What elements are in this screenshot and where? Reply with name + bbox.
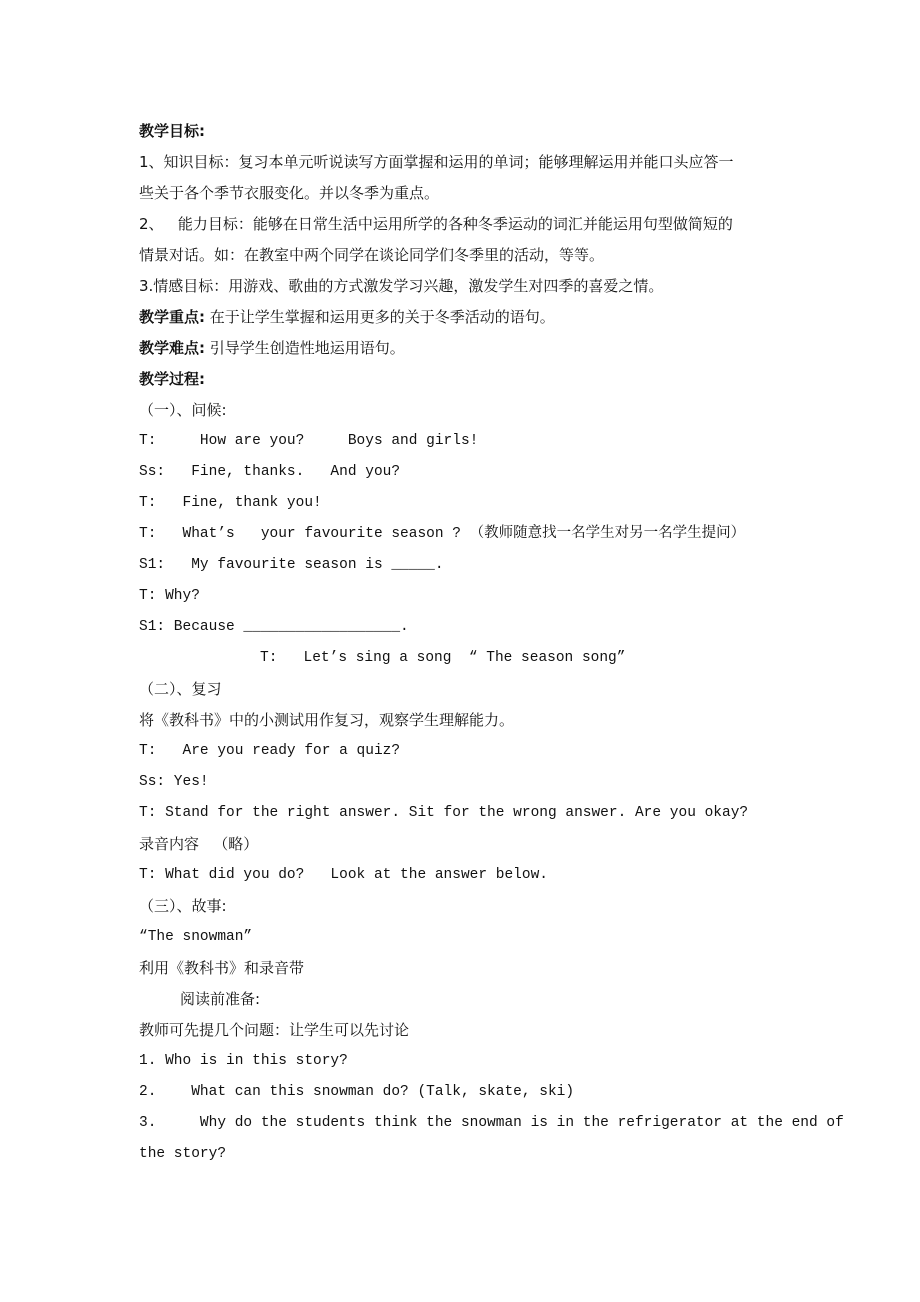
pre-reading: 阅读前准备: — [180, 990, 261, 1008]
difficulty-label: 教学难点: — [139, 339, 205, 357]
goal-2-line-1: 2、 能力目标：能够在日常生活中运用所学的各种冬季运动的词汇并能运用句型做简短的 — [139, 215, 733, 233]
question: 1. Who is in this story? — [139, 1053, 348, 1069]
difficulty — [139, 337, 789, 368]
section-1-title: （一）、问候: — [139, 401, 227, 419]
question: the story? — [139, 1146, 227, 1162]
materials: 利用《教科书》和录音带 — [139, 959, 305, 977]
goal-3: 3.情感目标：用游戏、歌曲的方式激发学习兴趣，激发学生对四季的喜爱之情。 — [139, 277, 664, 295]
question: 3. Why do the students think the snowman is in the refrigerator at the end of — [139, 1115, 844, 1131]
dialogue-line: S1: Because __________________. — [139, 619, 409, 635]
question: 2. What can this snowman do? (Talk, skate, ski) — [139, 1084, 575, 1100]
dialogue-line: T: What’s your favourite season ? （教师随意找一名学生对另一名学生提问） — [139, 526, 746, 542]
dialogue-line: T: What did you do? Look at the answer below. — [139, 867, 548, 883]
story-title: “The snowman” — [139, 929, 253, 945]
teacher-note: 教师可先提几个问题：让学生可以先讨论 — [139, 1021, 410, 1039]
document-page — [139, 120, 844, 1174]
dialogue-line: T: Are you ready for a quiz? — [139, 743, 401, 759]
goals-heading: 教学目标: — [139, 122, 205, 140]
goal-1-line-2: 些关于各个季节衣服变化。并以冬季为重点。 — [139, 184, 440, 202]
dialogue-line: T: Stand for the right answer. Sit for the wrong answer. Are you okay? — [139, 805, 749, 821]
key-point — [139, 306, 789, 337]
dialogue-line: T: Fine, thank you! — [139, 495, 322, 511]
goal-1-line-1: 1、知识目标：复习本单元听说读写方面掌握和运用的单词；能够理解运用并能口头应答一 — [139, 153, 734, 171]
key-point-text: 在于让学生掌握和运用更多的关于冬季活动的语句。 — [205, 308, 555, 326]
dialogue-line: 录音内容 （略） — [139, 835, 259, 853]
goal-2-line-2: 情景对话。如：在教室中两个同学在谈论同学们冬季里的活动，等等。 — [139, 246, 605, 264]
section-2-intro: 将《教科书》中的小测试用作复习，观察学生理解能力。 — [139, 711, 515, 729]
dialogue-line: T: How are you? Boys and girls! — [139, 433, 479, 449]
dialogue-line: S1: My favourite season is _____. — [139, 557, 444, 573]
dialogue-line: Ss: Fine, thanks. And you? — [139, 464, 401, 480]
section-3-title: （三）、故事: — [139, 897, 227, 915]
dialogue-line: T: Let’s sing a song “ The season song” — [260, 650, 626, 666]
process-heading: 教学过程: — [139, 370, 205, 388]
section-2-title: （二）、复习 — [139, 680, 222, 698]
dialogue-line: Ss: Yes! — [139, 774, 209, 790]
key-point-label: 教学重点: — [139, 308, 205, 326]
difficulty-text: 引导学生创造性地运用语句。 — [205, 339, 405, 357]
dialogue-line: T: Why? — [139, 588, 200, 604]
